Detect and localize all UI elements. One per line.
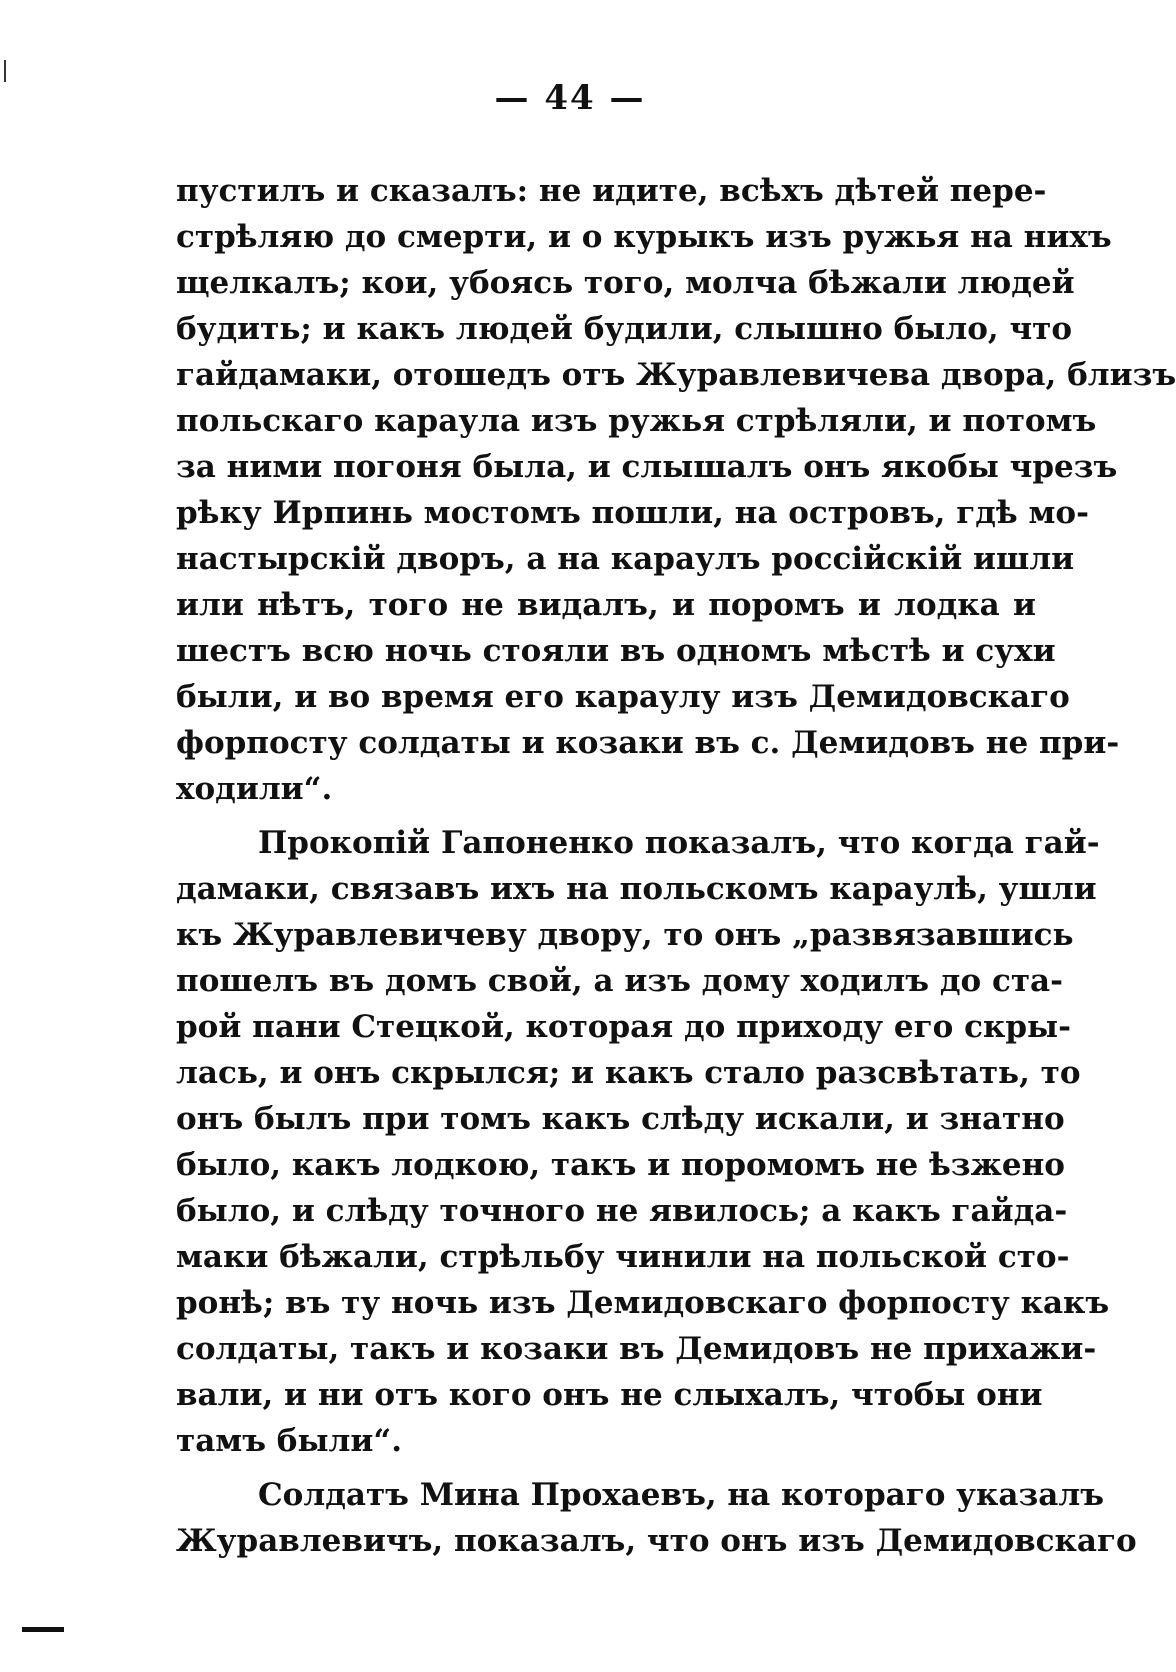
- text-line: тамъ были“.: [176, 1423, 403, 1459]
- page-number: — 44 —: [494, 78, 646, 118]
- text-line: ронѣ; въ ту ночь изъ Демидовскаго форпосту какъ: [176, 1285, 1110, 1321]
- text-line: стрѣляю до смерти, и о курыкъ изъ ружья на нихъ: [176, 219, 1112, 255]
- body-text: [176, 168, 1176, 1564]
- text-line: рѣку Ирпинь мостомъ пошли, на островъ, гдѣ мо-: [176, 495, 1089, 531]
- paragraph-gap: [176, 1464, 1036, 1472]
- text-line: онъ былъ при томъ какъ слѣду искали, и знатно: [176, 1101, 1065, 1137]
- text-line: къ Журавлевичеву двору, то онъ „развязавшись: [176, 917, 1074, 953]
- text-line: Журавлевичъ, показалъ, что онъ изъ Демидовскаго: [176, 1523, 1137, 1559]
- text-line: ходили“.: [176, 771, 333, 807]
- text-line: польскаго караула изъ ружья стрѣляли, и потомъ: [176, 403, 1097, 439]
- paragraph-1: [176, 168, 1176, 812]
- text-line: рой пани Стецкой, которая до приходу его скры-: [176, 1009, 1071, 1045]
- text-line: было, и слѣду точного не явилось; а какъ гайда-: [176, 1193, 1068, 1229]
- text-line: дамаки, связавъ ихъ на польскомъ караулѣ, ушли: [176, 871, 1097, 907]
- text-line: Солдатъ Мина Прохаевъ, на котораго указалъ: [258, 1477, 1105, 1513]
- text-line: или нѣтъ, того не видалъ, и поромъ и лодка и: [176, 587, 1036, 623]
- paragraph-2: [176, 820, 1110, 1464]
- text-line: пошелъ въ домъ свой, а изъ дому ходилъ до ста-: [176, 963, 1063, 999]
- text-line: было, какъ лодкою, такъ и поромомъ не ѣзжено: [176, 1147, 1065, 1183]
- text-line: лась, и онъ скрылся; и какъ стало разсвѣтать, то: [176, 1055, 1081, 1091]
- text-line: маки бѣжали, стрѣльбу чинили на польской сто-: [176, 1239, 1070, 1275]
- text-line: настырскій дворъ, а на караулъ россійскій ишли: [176, 541, 1075, 577]
- text-line: будить; и какъ людей будили, слышно было, что: [176, 311, 1073, 347]
- text-line: были, и во время его караулу изъ Демидовскаго: [176, 679, 1070, 715]
- paragraph-gap: [176, 812, 1036, 820]
- text-line: щелкалъ; кои, убоясь того, молча бѣжали людей: [176, 265, 1075, 301]
- text-line: за ними погоня была, и слышалъ онъ якобы чрезъ: [176, 449, 1118, 485]
- text-line: солдаты, такъ и козаки въ Демидовъ не прихажи-: [176, 1331, 1097, 1367]
- text-line: Прокопій Гапоненко показалъ, что когда гай-: [258, 825, 1100, 861]
- text-line: вали, и ни отъ кого онъ не слыхалъ, чтобы они: [176, 1377, 1043, 1413]
- scan-edge-mark: [4, 60, 6, 82]
- text-line: шестъ всю ночь стояли въ одномъ мѣстѣ и сухи: [176, 633, 1056, 669]
- text-line: гайдамаки, отошедъ отъ Журавлевичева двора, близъ: [176, 357, 1176, 393]
- scan-margin-mark: [22, 1627, 64, 1632]
- text-line: форпосту солдаты и козаки въ с. Демидовъ не при-: [176, 725, 1120, 761]
- text-line: пустилъ и сказалъ: не идите, всѣхъ дѣтей пере-: [176, 173, 1047, 209]
- paragraph-3: [176, 1472, 1137, 1564]
